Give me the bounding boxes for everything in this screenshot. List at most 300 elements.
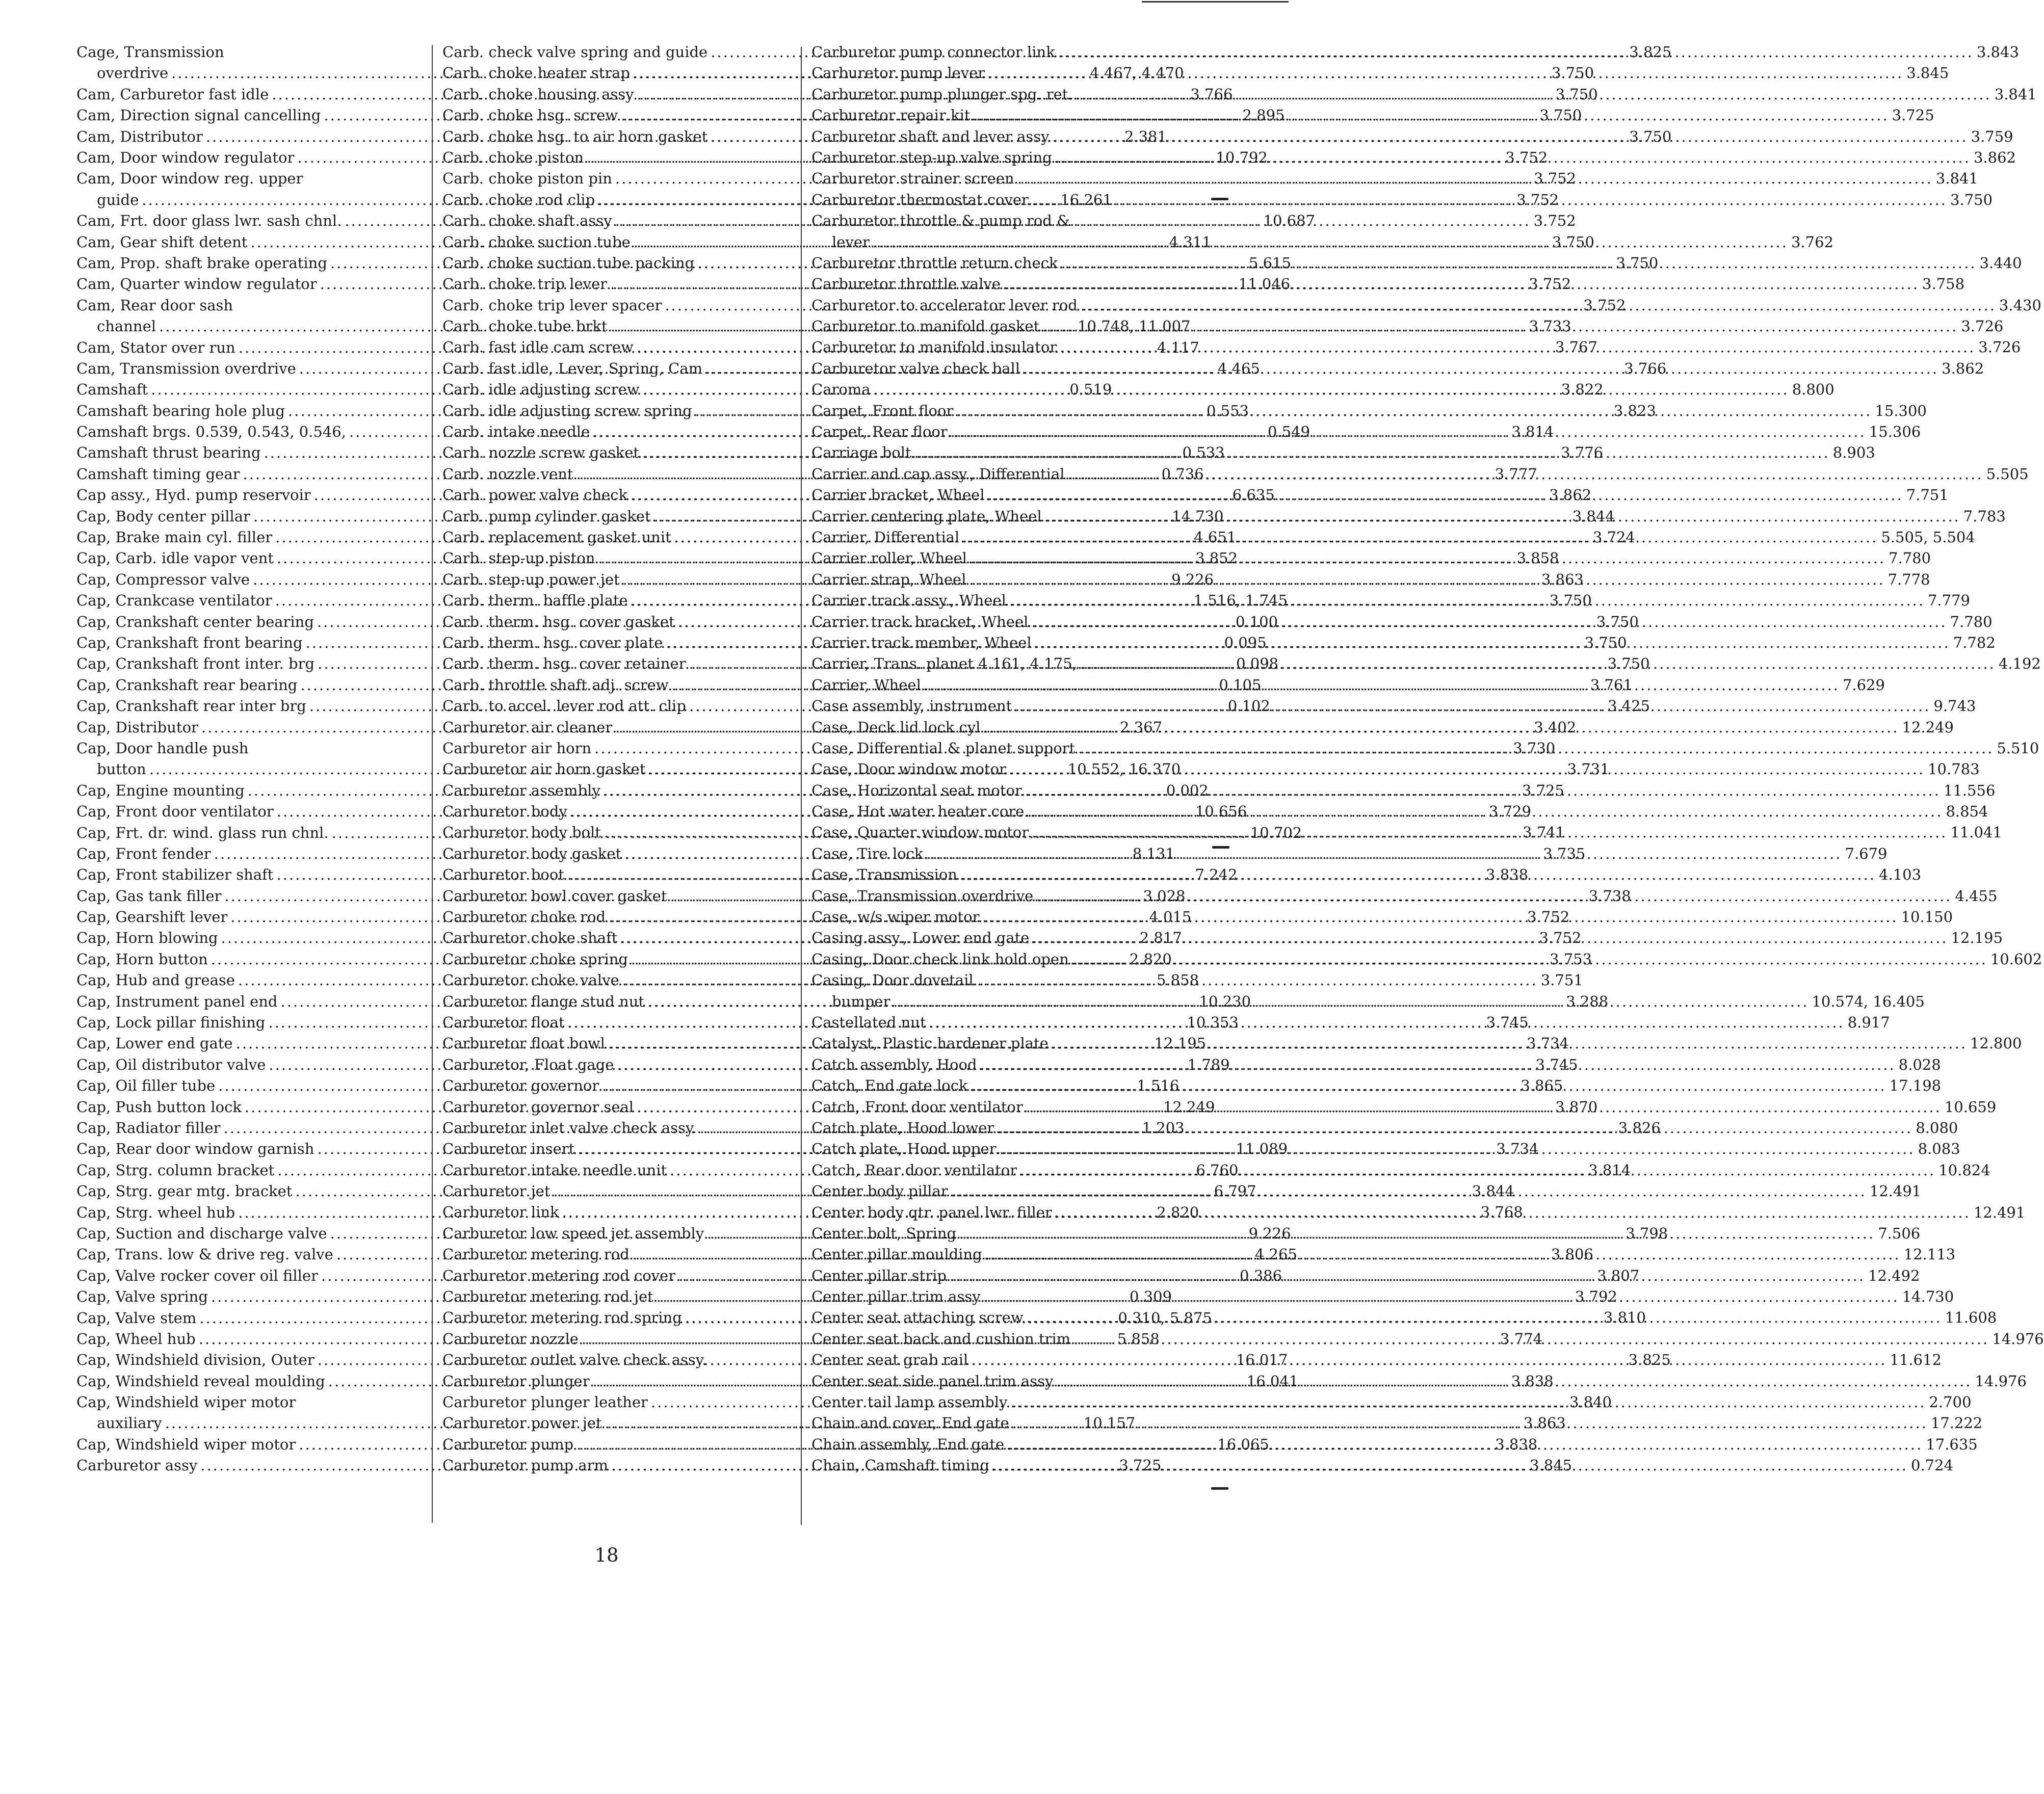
entry-page-ref: 1.789 [1187, 1056, 1230, 1073]
dot-leader [873, 232, 1788, 253]
entry-label: Cam, Frt. door glass lwr. sash chnl. [76, 212, 342, 230]
entry-page-ref: 7.779 [1927, 592, 1971, 610]
entry-page-ref: 3.826 [1618, 1119, 1661, 1137]
entry-page-ref: 0.100 [1236, 613, 1278, 630]
entry-page-ref: 10.602 [1990, 950, 2042, 968]
entry-label: Case, w/s wiper motor [811, 908, 980, 926]
entry-page-ref: 3.810 [1603, 1309, 1646, 1327]
entry-label: Carrier, Wheel [811, 676, 921, 694]
entry-label: Carb. choke housing assy [442, 85, 634, 103]
entry-label: Carburetor body bolt [442, 824, 601, 841]
dot-leader [1055, 147, 1971, 168]
entry-label: Cap, Oil distributor valve [76, 1056, 266, 1073]
entry-label: Cap, Crankshaft center bearing [76, 613, 314, 630]
entry-label: Carburetor step-up valve spring [811, 148, 1052, 166]
dot-leader [992, 1455, 1908, 1476]
entry-page-ref: 3.814 [1511, 423, 1554, 441]
entry-label: Casing assy., Lower end gate [811, 929, 1030, 947]
entry-page-ref: 0.553 [1207, 402, 1249, 419]
entry-label: Center seat grab rail [811, 1351, 968, 1369]
entry-page-ref: 3.425 [1607, 697, 1650, 715]
entry-label: Carburetor air cleaner [442, 718, 613, 736]
entry-label: Cap, Strg. wheel hub [76, 1203, 235, 1221]
entry-page-ref: 11.046 [1238, 275, 1291, 293]
entry-label: Carb. choke suction tube [442, 233, 631, 251]
entry-page-ref: 14.730 [1172, 507, 1224, 525]
margin-mark [1211, 1487, 1228, 1490]
entry-label: Carburetor metering rod spring [442, 1309, 682, 1327]
entry-page-ref: 3.750 [1607, 655, 1650, 673]
entry-page-ref: 3.752 [1527, 908, 1570, 926]
entry-page-ref: 2.820 [1129, 950, 1172, 968]
dot-leader [1015, 696, 1930, 717]
entry-label: Camshaft bearing hole plug [76, 402, 285, 419]
entry-page-ref: 3.863 [1541, 570, 1584, 588]
entry-label: Camshaft timing gear [76, 465, 240, 483]
entry-page-ref: 7.751 [1906, 486, 1949, 504]
entry-label: Carburetor governor [442, 1077, 599, 1095]
entry-label-continued: lever [832, 233, 870, 251]
entry-label: Carburetor assembly [442, 781, 600, 799]
entry-label: Carb. idle adjusting screw [442, 381, 640, 399]
entry-label: Cap, Hub and grease [76, 971, 235, 989]
entry-label: Carburetor low speed jet assembly [442, 1224, 704, 1242]
entry-label: Carburetor choke rod [442, 908, 606, 926]
dot-leader [997, 1118, 1912, 1139]
entry-label: Carb. fast idle, Lever, Spring, Cam [442, 359, 703, 377]
dot-leader [974, 105, 1889, 126]
entry-page-ref: 3.729 [1488, 803, 1531, 821]
entry-label: Cap, Gas tank filler [76, 887, 222, 905]
entry-page-ref: 10.230 [1199, 992, 1251, 1010]
entry-page-ref: 3.741 [1523, 824, 1565, 841]
entry-page-ref: 0.105 [1219, 676, 1262, 694]
column-divider-1 [432, 45, 433, 1523]
entry-label: Case, Tire lock [811, 845, 924, 862]
entry-label: Cap, Strg. gear mtg. bracket [76, 1182, 293, 1200]
entry-page-ref: 0.736 [1161, 465, 1204, 483]
entry-label: Carpet, Front floor [811, 402, 954, 419]
entry-label: Cam, Direction signal cancelling [76, 107, 321, 124]
entry-page-ref: 7.679 [1845, 845, 1888, 862]
entry-label: Cap, Windshield reveal moulding [76, 1372, 325, 1390]
entry-page-ref: 15.300 [1875, 402, 1927, 419]
dot-leader [1058, 42, 1974, 63]
entry-page-ref: 5.858 [1157, 971, 1199, 989]
entry-label: Carburetor throttle & pump rod & [811, 212, 1070, 230]
entry-page-ref: 3.841 [1935, 170, 1978, 188]
entry-page-ref: 17.635 [1926, 1435, 1978, 1453]
entry-label: Case, Hot water heater core [811, 803, 1025, 821]
dot-leader [960, 864, 1876, 885]
entry-label: Cap, Push button lock [76, 1098, 242, 1116]
entry-page-ref: 3.725 [1892, 107, 1934, 124]
entry-label: Carrier, Differential [811, 529, 960, 546]
entry-label: Carburetor link [442, 1203, 559, 1221]
dot-leader [1010, 1392, 1926, 1413]
entry-label: Case, Differential & planet support [811, 739, 1076, 757]
entry-label: Cam, Quarter window regulator [76, 275, 317, 293]
dot-leader [983, 717, 1899, 738]
entry-label: Carburetor body gasket [442, 845, 622, 862]
entry-label: Carburetor air horn [442, 739, 592, 757]
entry-label: Carb. nozzle screw gasket [442, 444, 640, 462]
entry-page-ref: 3.806 [1551, 1246, 1593, 1263]
entry-page-ref: 3.731 [1567, 760, 1610, 778]
dot-leader [1027, 1307, 1942, 1328]
entry-page-ref: 3.402 [1534, 718, 1577, 736]
entry-page-ref: 2.817 [1139, 929, 1182, 947]
entry-label: Cap, Frt. dr. wind. glass run chnl. [76, 824, 329, 841]
entry-label: Carburetor plunger [442, 1372, 590, 1390]
entry-page-ref: 3.750 [1552, 64, 1594, 82]
entry-page-ref: 3.726 [1961, 318, 2004, 335]
entry-page-ref: 16.261 [1060, 191, 1112, 208]
entry-label: Cap, Brake main cyl. filler [76, 529, 273, 546]
entry-label: Center seat back and cushion trim [811, 1330, 1071, 1348]
entry-page-ref: 16.041 [1246, 1372, 1299, 1390]
entry-page-ref: 7.778 [1888, 570, 1930, 588]
dot-leader [929, 1012, 1845, 1033]
entry-label: Carburetor intake needle unit [442, 1161, 667, 1179]
entry-label: Catch plate, Hood lower [811, 1119, 994, 1137]
entry-label: Carrier roller, Wheel [811, 549, 967, 567]
entry-label: Cap, Body center pillar [76, 507, 250, 525]
entry-label: Carrier track assy., Wheel [811, 592, 1006, 610]
entry-label: Carb. choke rod clip [442, 191, 595, 208]
entry-page-ref: 0.002 [1166, 781, 1209, 799]
entry-label: Carburetor repair kit [811, 107, 971, 124]
entry-label: Chain, Camshaft timing [811, 1457, 989, 1474]
entry-label: Cap, Compressor valve [76, 570, 250, 588]
dot-leader [970, 548, 1885, 569]
entry-label: Case, Quarter window motor [811, 824, 1029, 841]
entry-page-ref: 0.309 [1130, 1288, 1172, 1306]
entry-page-ref: 10.353 [1187, 1014, 1239, 1032]
dot-leader [980, 1054, 1896, 1075]
entry-label: Cam, Prop. shaft brake operating [76, 254, 327, 272]
entry-label: Carb. choke shaft assy [442, 212, 612, 230]
entry-label: Cap, Door handle push [76, 739, 249, 757]
entry-page-ref: 0.095 [1224, 634, 1267, 651]
entry-page-ref: 3.288 [1566, 992, 1609, 1010]
entry-label: Catch plate, Hood upper [811, 1140, 997, 1158]
entry-label: Cap, Horn button [76, 950, 208, 968]
entry-label: Cap, Front door ventilator [76, 803, 274, 821]
entry-page-ref: 3.028 [1143, 887, 1186, 905]
entry-page-ref: 3.841 [1994, 85, 2037, 103]
entry-page-ref: 3.807 [1597, 1267, 1640, 1284]
entry-page-ref: 6.760 [1196, 1161, 1239, 1179]
dot-leader [984, 1286, 1899, 1307]
entry-page-ref: 2.381 [1124, 127, 1167, 145]
page-number: 18 [594, 1544, 619, 1566]
entry-label: Carburetor inlet valve check assy. [442, 1119, 697, 1137]
entry-label: Carriage bolt [811, 444, 911, 462]
entry-label: Cap, Horn blowing [76, 929, 218, 947]
entry-label: Cam, Gear shift detent [76, 233, 248, 251]
entry-label: Cap, Valve stem [76, 1309, 197, 1327]
entry-label: Center pillar trim assy [811, 1288, 981, 1306]
dot-leader [1009, 759, 1925, 780]
entry-label: Carb. choke piston [442, 148, 584, 166]
dot-leader [1020, 1160, 1935, 1181]
margin-mark [1212, 846, 1229, 849]
entry-label: Carburetor outlet valve check assy. [442, 1351, 707, 1369]
entry-label: Camshaft brgs. 0.539, 0.543, 0.546, [76, 423, 346, 441]
entry-label: Carburetor flange stud nut [442, 992, 645, 1010]
column-divider-2 [801, 47, 802, 1525]
entry-page-ref: 7.780 [1889, 549, 1931, 567]
entry-page-ref: 5.505 [1986, 465, 2029, 483]
entry-label: Cam, Stator over run [76, 338, 235, 356]
entry-page-ref: 3.768 [1480, 1203, 1523, 1221]
dot-leader [951, 1181, 1867, 1202]
entry-label: Chain assembly, End gate [811, 1435, 1005, 1453]
entry-label: Chain and cover, End gate [811, 1414, 1009, 1432]
entry-page-ref: 3.845 [1906, 64, 1949, 82]
entry-label: Catch, Rear door ventilator [811, 1161, 1017, 1179]
entry-label: Carb. choke tube brkt [442, 318, 608, 335]
entry-page-ref: 8.083 [1918, 1140, 1960, 1158]
dot-leader [1027, 801, 1943, 822]
entry-page-ref: 1.516 [1137, 1077, 1180, 1095]
entry-page-ref: 3.750 [1555, 85, 1598, 103]
entry-label: Carb. therm. hsg. cover gasket [442, 613, 675, 630]
entry-page-ref: 6.797 [1214, 1182, 1256, 1200]
entry-page-ref: 9.743 [1933, 697, 1976, 715]
entry-page-ref: 3.759 [1971, 127, 2013, 145]
entry-label: Camshaft thrust bearing [76, 444, 261, 462]
entry-label: Cap, Rear door window garnish [76, 1140, 315, 1158]
entry-label: Carrier track bracket, Wheel [811, 613, 1029, 630]
dot-leader [1009, 590, 1925, 611]
entry-page-ref: 0.519 [1069, 381, 1112, 399]
entry-page-ref: 9.226 [1248, 1224, 1291, 1242]
entry-page-ref: 3.798 [1626, 1224, 1668, 1242]
dot-leader [1032, 190, 1947, 210]
entry-page-ref: 12.195 [1951, 929, 2003, 947]
entry-page-ref: 7.780 [1950, 613, 1993, 630]
entry-page-ref: 4.465 [1217, 359, 1260, 377]
entry-label: Center body qtr. panel lwr. filler [811, 1203, 1052, 1221]
entry-label: Cap, Strg. column bracket [76, 1161, 275, 1179]
entry-page-ref: 1.203 [1142, 1119, 1185, 1137]
entry-page-ref: 10.783 [1928, 760, 1980, 778]
entry-label: Carb. therm. hsg. cover retainer [442, 655, 686, 673]
entry-label: Cap, Valve spring [76, 1288, 208, 1306]
dot-leader [1042, 316, 1958, 337]
entry-label: Carburetor throttle return check [811, 254, 1058, 272]
dot-leader [1026, 1097, 1942, 1118]
entry-label: Cap, Lock pillar finishing [76, 1014, 266, 1032]
entry-page-ref: 2.895 [1242, 107, 1285, 124]
entry-page-ref: 4.311 [1169, 233, 1212, 251]
entry-label: Carburetor to manifold insulator [811, 338, 1057, 356]
top-edge-rule [1142, 1, 1289, 3]
entry-page-ref: 3.750 [1539, 107, 1582, 124]
entry-label: Cap, Crankshaft rear inter brg [76, 697, 306, 715]
entry-page-ref: 16.065 [1217, 1435, 1269, 1453]
entry-page-ref: 10.656 [1195, 803, 1247, 821]
dot-leader [1031, 612, 1947, 632]
entry-label: Carpet, Rear floor [811, 423, 948, 441]
entry-label: Carb. choke trip lever spacer [442, 296, 662, 314]
entry-label: Carb. step-up power jet [442, 570, 620, 588]
entry-page-ref: 3.843 [1976, 43, 2019, 61]
entry-label: Cap, Gearshift lever [76, 908, 228, 926]
entry-page-ref: 12.492 [1868, 1267, 1920, 1284]
entry-label: Cap, Wheel hub [76, 1330, 196, 1348]
entry-label: Carburetor power jet [442, 1414, 602, 1432]
entry-label: Catalyst, Plastic hardener plate [811, 1035, 1049, 1052]
entry-label: Carb. idle adjusting screw spring [442, 402, 692, 419]
dot-leader [1061, 253, 1976, 274]
entry-label: Carb. step-up piston [442, 549, 595, 567]
entry-label: Center tail lamp assembly [811, 1393, 1008, 1411]
entry-page-ref: 10.748, 11.007 [1078, 318, 1191, 335]
entry-page-ref: 3.752 [1539, 929, 1582, 947]
entry-label: Carburetor throttle valve [811, 275, 1001, 293]
entry-page-ref: 3.724 [1592, 528, 1635, 546]
entry-label: Carburetor pump plunger spg. ret. [811, 85, 1073, 103]
entry-label: Cap, Crankcase ventilator [76, 592, 272, 610]
entry-page-ref: 3.751 [1540, 971, 1583, 989]
entry-label: Carb. choke hsg. screw [442, 107, 618, 124]
entry-page-ref: 3.750 [1629, 127, 1672, 145]
entry-page-ref: 0.098 [1236, 655, 1279, 673]
entry-page-ref: 3.750 [1584, 634, 1627, 651]
entry-page-ref: 9.226 [1171, 570, 1214, 588]
entry-label: Cam, Rear door sash [76, 296, 233, 314]
entry-label: Cap, Engine mounting [76, 781, 245, 799]
entry-page-ref: 3.745 [1535, 1056, 1578, 1073]
dot-leader [1080, 653, 1996, 674]
entry-page-ref: 5.510 [1997, 739, 2039, 757]
dot-leader [1036, 886, 1952, 907]
entry-label: Center seat side panel trim assy [811, 1372, 1054, 1390]
entry-page-ref: 10.792 [1216, 148, 1268, 166]
entry-label: Carburetor float bowl [442, 1035, 605, 1052]
dot-leader [983, 907, 1898, 928]
entry-label: Carburetor, Float gage [442, 1056, 614, 1073]
entry-label: Cam, Door window regulator [76, 148, 295, 166]
entry-page-ref: 3.726 [1978, 338, 2021, 356]
entry-label-continued: overdrive [97, 64, 169, 82]
entry-label: Carburetor pump arm [442, 1457, 608, 1474]
entry-page-ref: 3.734 [1526, 1035, 1569, 1052]
entry-page-ref: 4.265 [1254, 1246, 1297, 1263]
entry-page-ref: 4.103 [1879, 866, 1922, 884]
entry-label-continued: bumper [832, 992, 890, 1010]
entry-page-ref: 3.858 [1516, 549, 1559, 567]
entry-page-ref: 4.455 [1955, 887, 1998, 905]
dot-leader [1081, 295, 1996, 316]
entry-page-ref: 3.766 [1190, 85, 1233, 103]
entry-label: Center pillar strip [811, 1267, 947, 1284]
entry-label: Center bolt, Spring [811, 1224, 957, 1242]
entry-label: Cap, Carb. idle vapor vent [76, 549, 274, 567]
entry-label: Carrier and cap assy., Differential [811, 465, 1065, 483]
entry-page-ref: 12.249 [1902, 718, 1954, 736]
entry-label: Cam, Door window reg. upper [76, 170, 303, 188]
entry-label: Cap, Crankshaft rear bearing [76, 676, 298, 694]
entry-page-ref: 3.752 [1583, 296, 1626, 314]
entry-page-ref: 3.733 [1529, 318, 1571, 335]
dot-leader [1076, 84, 1991, 105]
entry-page-ref: 5.505, 5.504 [1881, 529, 1975, 546]
entry-label: Carrier centering plate, Wheel [811, 507, 1042, 525]
entry-page-ref: 3.862 [1973, 148, 2016, 166]
entry-label: Carrier track member, Wheel [811, 634, 1032, 651]
entry-label: Cap, Windshield wiper motor [76, 1435, 296, 1453]
entry-label: Cap, Crankshaft front inter. brg [76, 655, 315, 673]
dot-leader [1035, 632, 1950, 653]
entry-label: Cam, Transmission overdrive [76, 359, 296, 377]
entry-page-ref: 3.752 [1516, 191, 1559, 208]
entry-page-ref: 11.556 [1943, 781, 1996, 799]
entry-page-ref: 3.738 [1588, 887, 1631, 905]
entry-page-ref: 3.745 [1486, 1013, 1529, 1031]
dot-leader [1017, 168, 1933, 189]
entry-page-ref: 10.150 [1901, 908, 1953, 926]
entry-page-ref: 8.917 [1847, 1014, 1890, 1031]
entry-label: Cap, Distributor [76, 718, 198, 736]
entry-label: Carburetor governor seal [442, 1098, 634, 1116]
entry-label: Carburetor metering rod jet [442, 1288, 653, 1306]
entry-page-ref: 15.306 [1869, 423, 1921, 441]
dot-leader [1045, 506, 1960, 527]
entry-label: Carburetor pump connector link [811, 43, 1055, 61]
entry-label-continued: guide [97, 191, 139, 208]
entry-label: Carburetor valve check ball [811, 359, 1020, 377]
dot-leader [1052, 1033, 1967, 1054]
entry-page-ref: 11.608 [1945, 1309, 1997, 1327]
entry-label: Carburetor choke shaft [442, 929, 618, 947]
entry-label: Carburetor thermostat cover [811, 191, 1029, 208]
dot-leader [1004, 274, 1919, 295]
entry-label: Catch, Front door ventilator [811, 1098, 1023, 1116]
entry-page-ref: 3.752 [1505, 148, 1548, 166]
entry-page-ref: 3.762 [1791, 233, 1833, 251]
dot-leader [1055, 1202, 1971, 1223]
entry-label: Camshaft [76, 381, 148, 399]
entry-label: Carb. choke piston pin [442, 170, 612, 188]
entry-page-ref: 3.767 [1555, 338, 1597, 356]
entry-page-ref: 7.242 [1195, 866, 1238, 884]
entry-page-ref: 4.192 [1998, 655, 2041, 673]
entry-page-ref: 3.825 [1629, 43, 1672, 61]
entry-page-ref: 11.089 [1236, 1140, 1288, 1158]
entry-label: Carburetor bowl cover gasket [442, 887, 667, 905]
entry-label: Carb. pump cylinder gasket [442, 507, 651, 525]
entry-label: Carrier strap, Wheel [811, 570, 966, 588]
entry-page-ref: 3.792 [1575, 1288, 1617, 1306]
entry-label: Caroma [811, 381, 871, 399]
entry-page-ref: 17.222 [1930, 1414, 1983, 1432]
entry-page-ref: 2.700 [1929, 1393, 1972, 1411]
entry-label: Case, Door window motor [811, 760, 1006, 778]
entry-page-ref: 4.117 [1157, 338, 1199, 356]
entry-page-ref: 3.752 [1533, 212, 1576, 230]
entry-page-ref: 3.870 [1555, 1098, 1598, 1116]
entry-label: Carburetor metering rod cover [442, 1267, 676, 1284]
entry-page-ref: 7.629 [1842, 676, 1885, 694]
entry-page-ref: 16.017 [1236, 1351, 1288, 1369]
entry-label-continued: auxiliary [97, 1414, 162, 1432]
entry-page-ref: 4.467, 4.470 [1090, 64, 1184, 82]
entry-page-ref: 3.814 [1588, 1161, 1631, 1179]
